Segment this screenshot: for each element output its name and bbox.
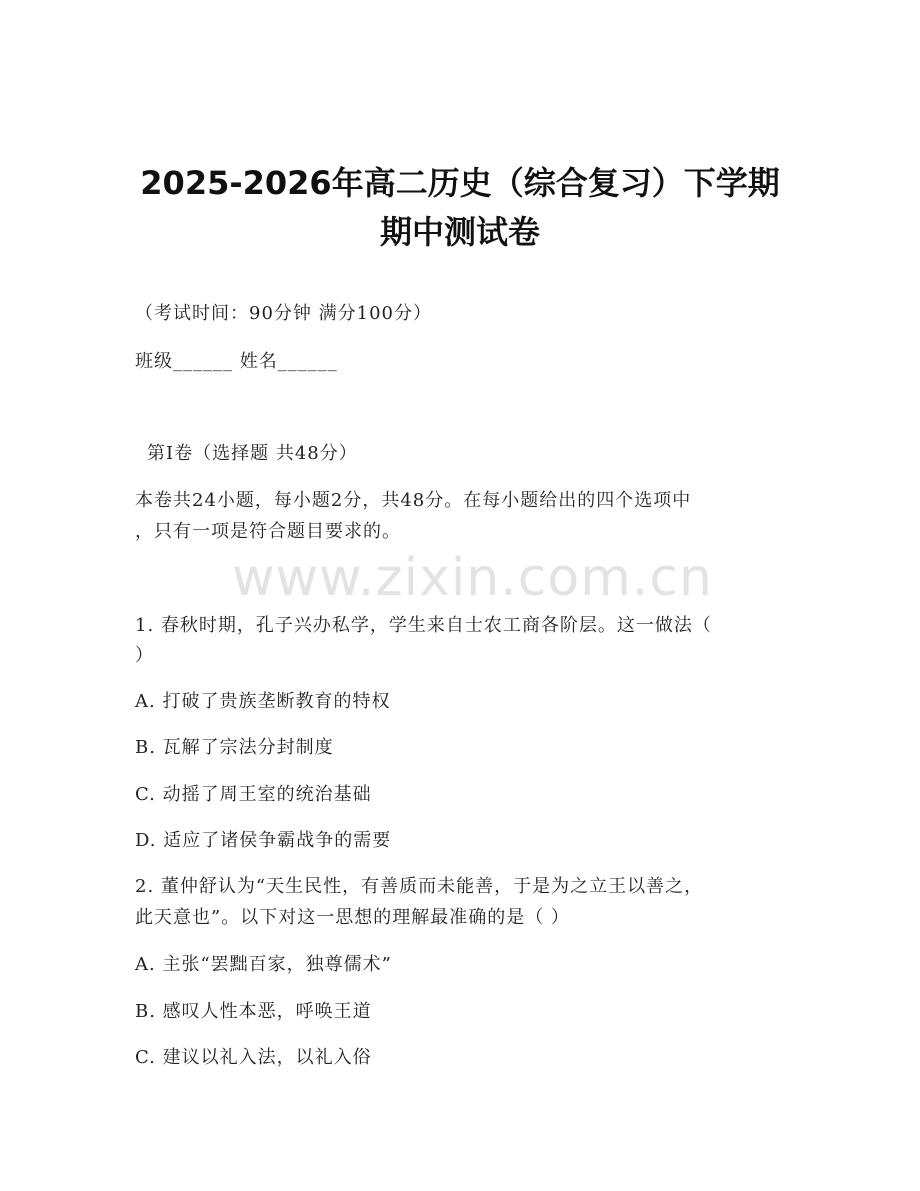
class-name-fields: 班级______ 姓名______ xyxy=(135,351,338,372)
question-2-option-a: A. 主张“罢黜百家，独尊儒术” xyxy=(135,954,392,975)
question-1-option-b: B. 瓦解了宗法分封制度 xyxy=(135,737,334,758)
question-1-option-d: D. 适应了诸侯争霸战争的需要 xyxy=(135,830,392,851)
question-1-stem-line-1: 1. 春秋时期，孔子兴办私学，学生来自士农工商各阶层。这一做法（ xyxy=(135,615,712,636)
section-instruction-line-1: 本卷共24小题，每小题2分，共48分。在每小题给出的四个选项中 xyxy=(135,490,692,511)
watermark: www.zixin.com.cn xyxy=(232,548,713,608)
question-1-option-c: C. 动摇了周王室的统治基础 xyxy=(135,784,372,805)
exam-title-line-1: 2025-2026年高二历史（综合复习）下学期 xyxy=(140,164,780,202)
question-2-stem-line-2: 此天意也”。以下对这一思想的理解最准确的是（ ） xyxy=(135,907,570,928)
question-1-option-a: A. 打破了贵族垄断教育的特权 xyxy=(135,691,391,712)
question-2-option-b: B. 感叹人性本恶，呼唤王道 xyxy=(135,1001,372,1022)
question-2-option-c: C. 建议以礼入法，以礼入俗 xyxy=(135,1047,372,1068)
question-1-stem-line-2: ） xyxy=(135,645,154,666)
section-instruction-line-2: ，只有一项是符合题目要求的。 xyxy=(135,521,401,542)
exam-title-line-2: 期中测试卷 xyxy=(379,213,540,251)
exam-info: （考试时间：90分钟 满分100分） xyxy=(135,303,432,324)
section-heading: 第I卷（选择题 共48分） xyxy=(147,443,358,464)
question-2-stem-line-1: 2. 董仲舒认为“天生民性，有善质而未能善，于是为之立王以善之， xyxy=(135,876,704,897)
